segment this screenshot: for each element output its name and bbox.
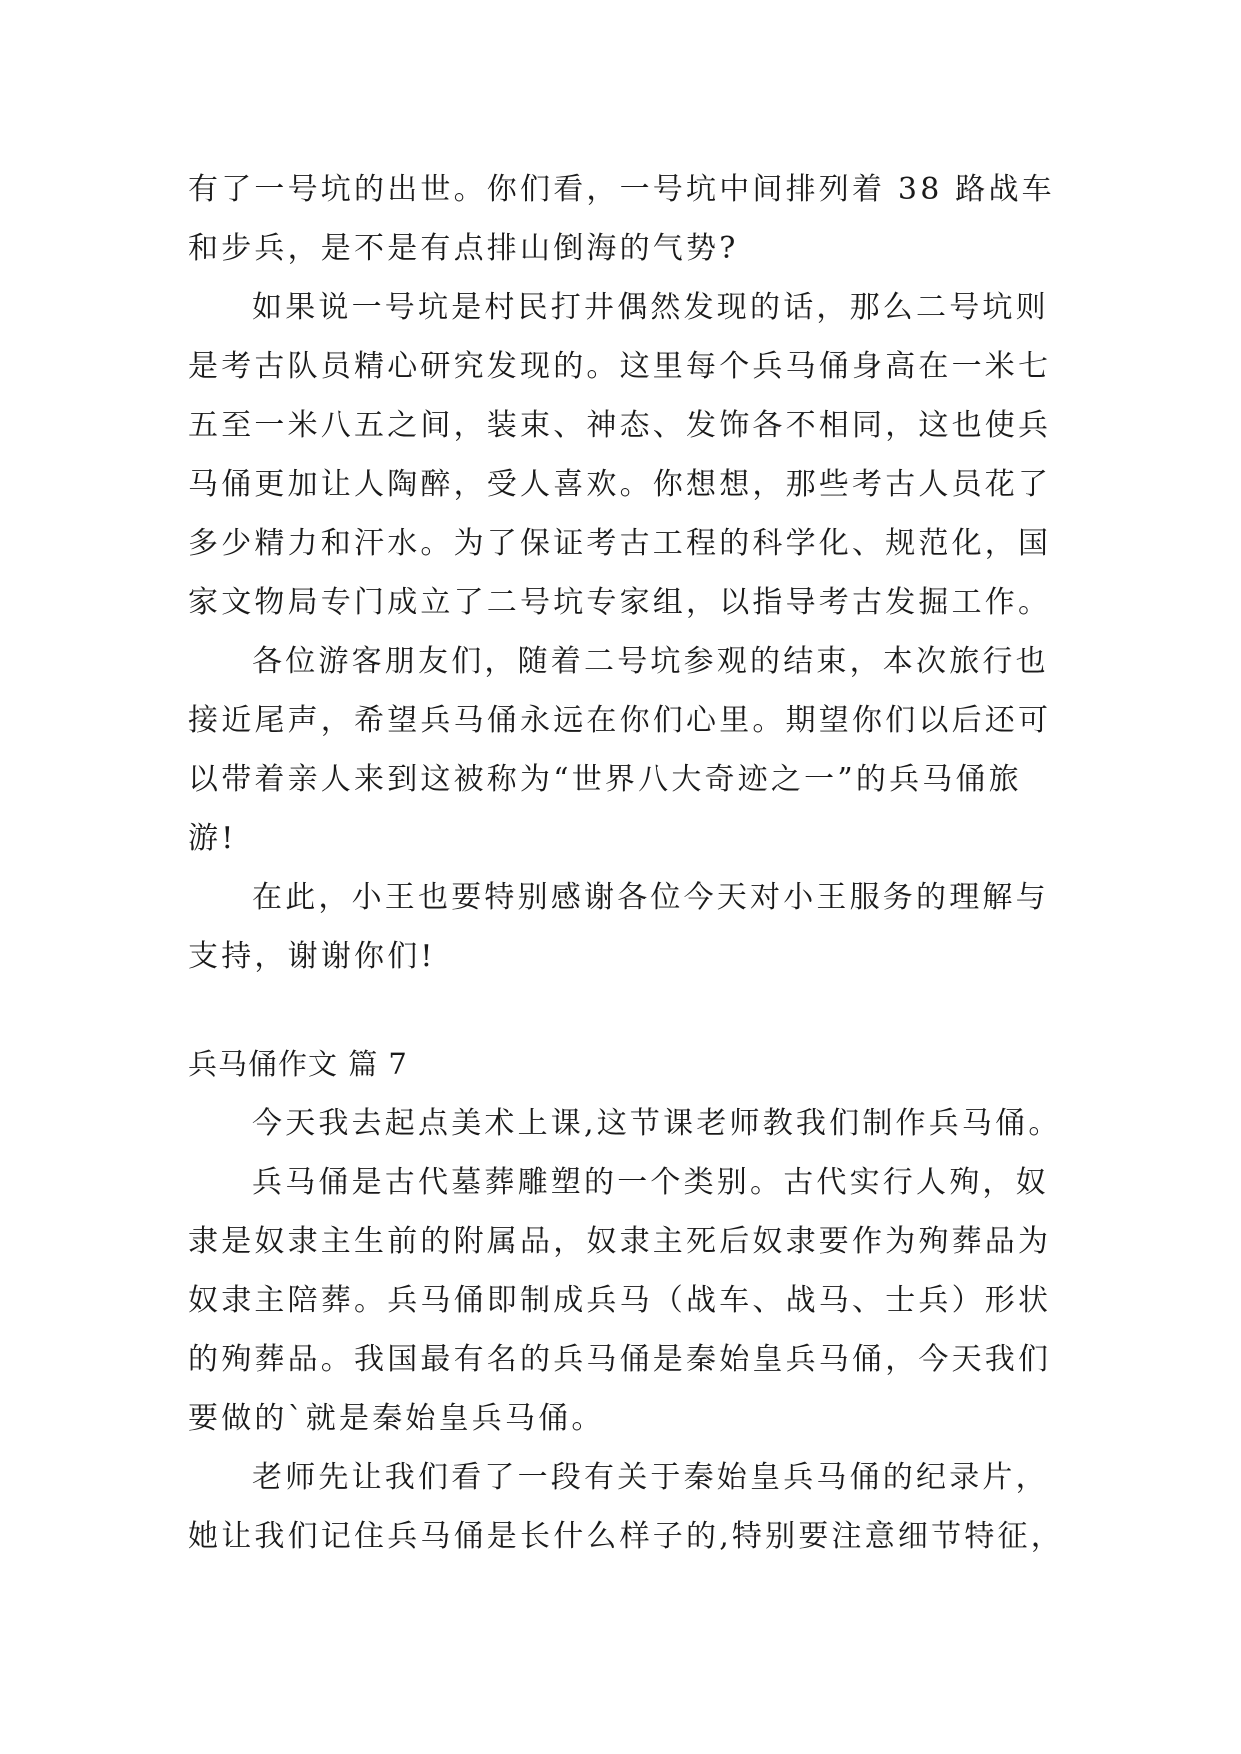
text-line: 多少精力和汗水。为了保证考古工程的科学化、规范化，国 [188, 526, 1052, 561]
text-line: 支持，谢谢你们! [188, 939, 436, 974]
paragraph [188, 868, 1068, 986]
text-line: 五至一米八五之间，装束、神态、发饰各不相同，这也使兵 [188, 408, 1052, 443]
paragraph [188, 160, 1068, 278]
section-heading: 兵马俑作文 篇 7 [188, 1047, 408, 1081]
text-line: 隶是奴隶主生前的附属品，奴隶主死后奴隶要作为殉葬品为 [188, 1224, 1052, 1259]
section-spacer [188, 986, 1068, 1035]
text-line: 要做的`就是秦始皇兵马俑。 [188, 1401, 605, 1436]
text-line: 家文物局专门成立了二号坑专家组，以指导考古发掘工作。 [188, 585, 1052, 620]
text-line: 兵马俑是古代墓葬雕塑的一个类别。古代实行人殉，奴 [252, 1165, 1049, 1200]
text-line: 游! [188, 821, 237, 856]
text-line: 是考古队员精心研究发现的。这里每个兵马俑身高在一米七 [188, 349, 1052, 384]
text-line: 各位游客朋友们，随着二号坑参观的结束，本次旅行也 [252, 644, 1049, 679]
text-line: 老师先让我们看了一段有关于秦始皇兵马俑的纪录片， [252, 1460, 1049, 1495]
text-line: 和步兵，是不是有点排山倒海的气势? [188, 231, 739, 266]
text-line: 马俑更加让人陶醉，受人喜欢。你想想，那些考古人员花了 [188, 467, 1052, 502]
paragraph [188, 1448, 1068, 1566]
text-line: 奴隶主陪葬。兵马俑即制成兵马（战车、战马、士兵）形状 [188, 1283, 1052, 1318]
paragraph [188, 1094, 1068, 1153]
text-line: 的殉葬品。我国最有名的兵马俑是秦始皇兵马俑，今天我们 [188, 1342, 1052, 1377]
text-line: 有了一号坑的出世。你们看，一号坑中间排列着 38 路战车 [188, 172, 1055, 207]
text-line: 接近尾声，希望兵马俑永远在你们心里。期望你们以后还可 [188, 703, 1052, 738]
text-line: 今天我去起点美术上课,这节课老师教我们制作兵马俑。 [252, 1106, 1062, 1141]
text-line: 在此，小王也要特别感谢各位今天对小王服务的理解与 [252, 880, 1049, 915]
document-body [188, 160, 1068, 1566]
text-line: 如果说一号坑是村民打井偶然发现的话，那么二号坑则 [252, 290, 1049, 325]
paragraph [188, 278, 1068, 632]
text-line: 以带着亲人来到这被称为“世界八大奇迹之一”的兵马俑旅 [188, 762, 1022, 797]
text-line: 她让我们记住兵马俑是长什么样子的,特别要注意细节特征， [188, 1519, 1064, 1554]
paragraph [188, 1153, 1068, 1448]
paragraph [188, 632, 1068, 868]
